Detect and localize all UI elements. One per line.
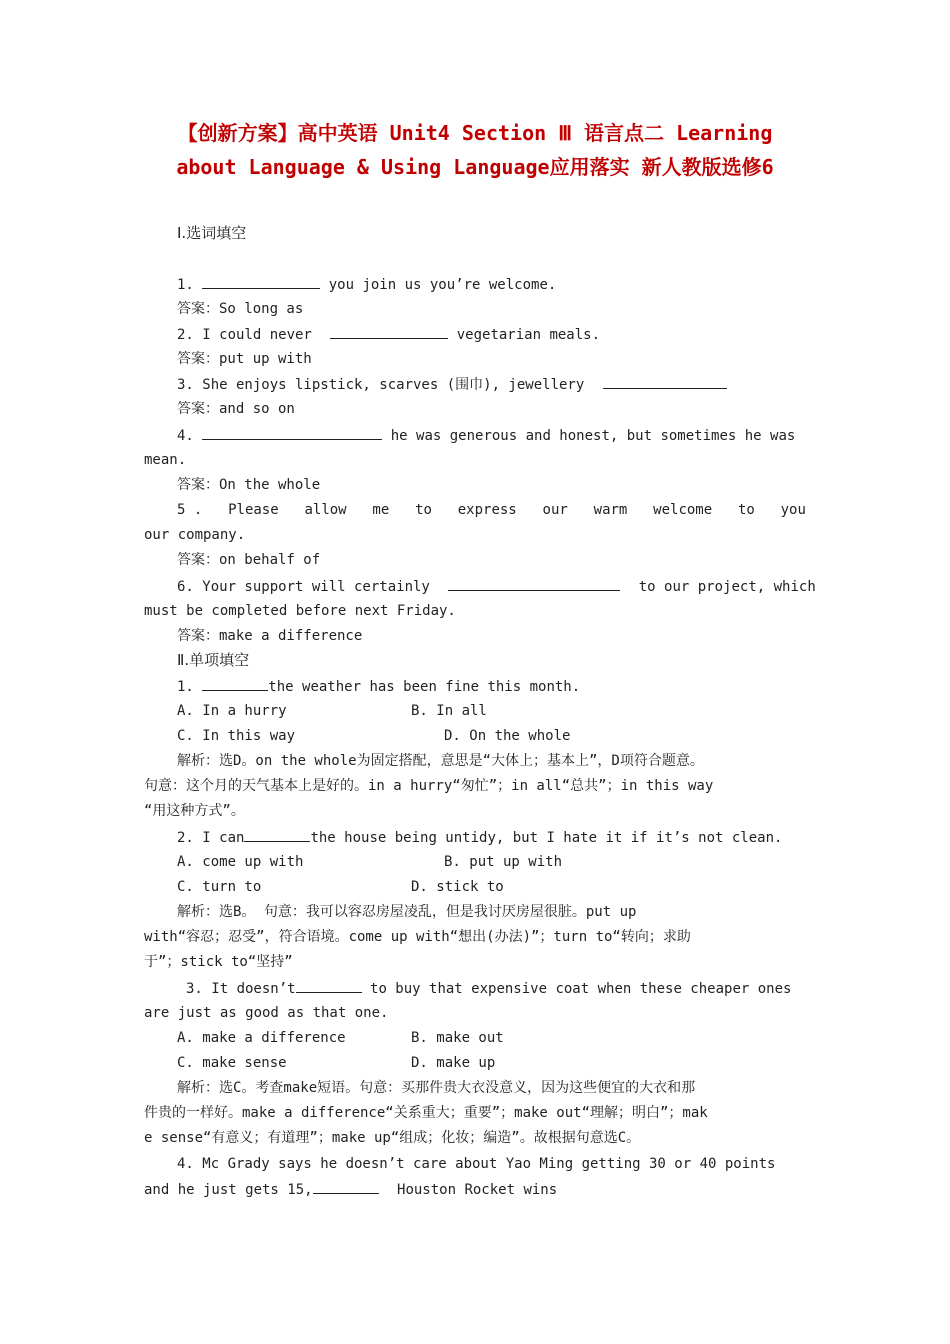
q-text: 3. She enjoys lipstick, scarves (围巾), jewellery — [177, 377, 585, 393]
answer-blank — [202, 425, 382, 440]
answer-blank — [330, 324, 448, 339]
s2-q3-explanation-2: 件贵的一样好。make a difference“关系重大；重要”；make out“理解；明白”；mak — [144, 1105, 708, 1121]
q-num: 1. — [177, 277, 194, 293]
word: to — [737, 502, 755, 518]
word: warm — [593, 502, 628, 518]
s2-q4-cont — [144, 1179, 557, 1200]
s2-q2-explanation-3: 于”；stick to“坚持” — [144, 954, 293, 970]
s1-q6-cont: must be completed before next Friday. — [144, 603, 456, 619]
q-text: the house being untidy, but I hate it if it’s not clean. — [310, 830, 783, 846]
s2-q3-option-c: C. make sense — [177, 1055, 287, 1071]
s2-q3-option-d: D. make up — [411, 1055, 496, 1071]
s2-q2-explanation-1: 解析：选B。 句意：我可以容忍房屋凌乱，但是我讨厌房屋很脏。put up — [177, 904, 637, 920]
q-num: 3. It doesn’t — [186, 981, 296, 997]
s2-q4: 4. Mc Grady says he doesn’t care about Yao Ming getting 30 or 40 points — [177, 1156, 776, 1172]
answer-blank — [296, 978, 362, 993]
word: 5 . — [177, 502, 203, 518]
s1-a3: 答案：and so on — [177, 401, 295, 417]
s1-q6 — [177, 576, 816, 597]
s2-q3-explanation-3: e sense“有意义；有道理”；make up“组成；化妆；编造”。故根据句意选C。 — [144, 1130, 641, 1146]
s1-a5: 答案：on behalf of — [177, 552, 321, 568]
q-text: and he just gets 15, — [144, 1182, 313, 1198]
s2-q2-option-c: C. turn to — [177, 879, 262, 895]
s1-q4 — [177, 425, 795, 446]
title-line-2: about Language & Using Language应用落实 新人教版选修6 — [176, 155, 774, 179]
s1-q2 — [177, 324, 600, 345]
s1-q5-cont: our company. — [144, 527, 246, 543]
s1-q3 — [177, 374, 727, 395]
answer-blank — [448, 576, 620, 591]
s2-q1-explanation-2: 句意：这个月的天气基本上是好的。in a hurry“匆忙”；in all“总共”；in this way — [144, 778, 714, 794]
word: welcome — [653, 502, 713, 518]
s2-q3-explanation-1: 解析：选C。考查make短语。句意：买那件贵大衣没意义，因为这些便宜的大衣和那 — [177, 1080, 696, 1096]
s1-a4: 答案：On the whole — [177, 477, 321, 493]
word: Please — [228, 502, 279, 518]
s1-q5 — [177, 500, 806, 520]
word: to — [415, 502, 432, 518]
q-text: 6. Your support will certainly — [177, 579, 430, 595]
s2-q2-explanation-2: with“容忍；忍受”，符合语境。come up with“想出(办法)”；turn to“转向；求助 — [144, 929, 691, 945]
s1-a1: 答案：So long as — [177, 301, 304, 317]
s2-q1-option-b: B. In all — [411, 703, 487, 719]
s2-q3-option-b: B. make out — [411, 1030, 504, 1046]
s2-q3 — [186, 978, 791, 999]
q-num: 2. I can — [177, 830, 245, 846]
word: our — [542, 502, 568, 518]
word: you — [780, 502, 806, 518]
word: express — [457, 502, 517, 518]
s1-a2: 答案：put up with — [177, 351, 312, 367]
document-title — [120, 116, 830, 184]
s2-q2-option-d: D. stick to — [411, 879, 504, 895]
s2-q1 — [177, 676, 580, 697]
s2-q1-option-d: D. On the whole — [444, 728, 571, 744]
s2-q1-explanation-1: 解析：选D。on the whole为固定搭配，意思是“大体上；基本上”，D项符合题意。 — [177, 753, 704, 769]
s2-q2 — [177, 827, 782, 848]
section-2-heading: Ⅱ.单项填空 — [177, 651, 250, 669]
s2-q2-option-a: A. come up with — [177, 854, 304, 870]
answer-blank — [244, 827, 310, 842]
s2-q3-option-a: A. make a difference — [177, 1030, 346, 1046]
s1-q1 — [177, 274, 556, 295]
s2-q1-option-c: C. In this way — [177, 728, 296, 744]
q-text: he was generous and honest, but sometimes he was — [390, 428, 796, 444]
q-text: 2. I could never — [177, 327, 312, 343]
answer-blank — [202, 676, 268, 691]
q-num: 1. — [177, 679, 194, 695]
q-text: to buy that expensive coat when these cheaper ones — [370, 981, 792, 997]
s2-q1-option-a: A. In a hurry — [177, 703, 287, 719]
section-1-heading: Ⅰ.选词填空 — [177, 224, 247, 242]
q-text-after: Houston Rocket wins — [397, 1182, 558, 1198]
q-text: you join us you’re welcome. — [328, 277, 557, 293]
s2-q2-option-b: B. put up with — [444, 854, 563, 870]
s2-q3-cont: are just as good as that one. — [144, 1005, 389, 1021]
s1-a6: 答案：make a difference — [177, 628, 363, 644]
answer-blank — [202, 274, 320, 289]
s2-q1-explanation-3: “用这种方式”。 — [144, 803, 245, 819]
q-text-after: vegetarian meals. — [456, 327, 601, 343]
s1-q4-cont: mean. — [144, 452, 187, 468]
q-text-after: to our project, which — [638, 579, 816, 595]
word: allow — [304, 502, 347, 518]
answer-blank — [603, 374, 727, 389]
title-line-1: 【创新方案】高中英语 Unit4 Section Ⅲ 语言点二 Learning — [177, 121, 773, 145]
q-text: the weather has been fine this month. — [268, 679, 581, 695]
answer-blank — [313, 1179, 379, 1194]
word: me — [372, 502, 390, 518]
q-num: 4. — [177, 428, 194, 444]
